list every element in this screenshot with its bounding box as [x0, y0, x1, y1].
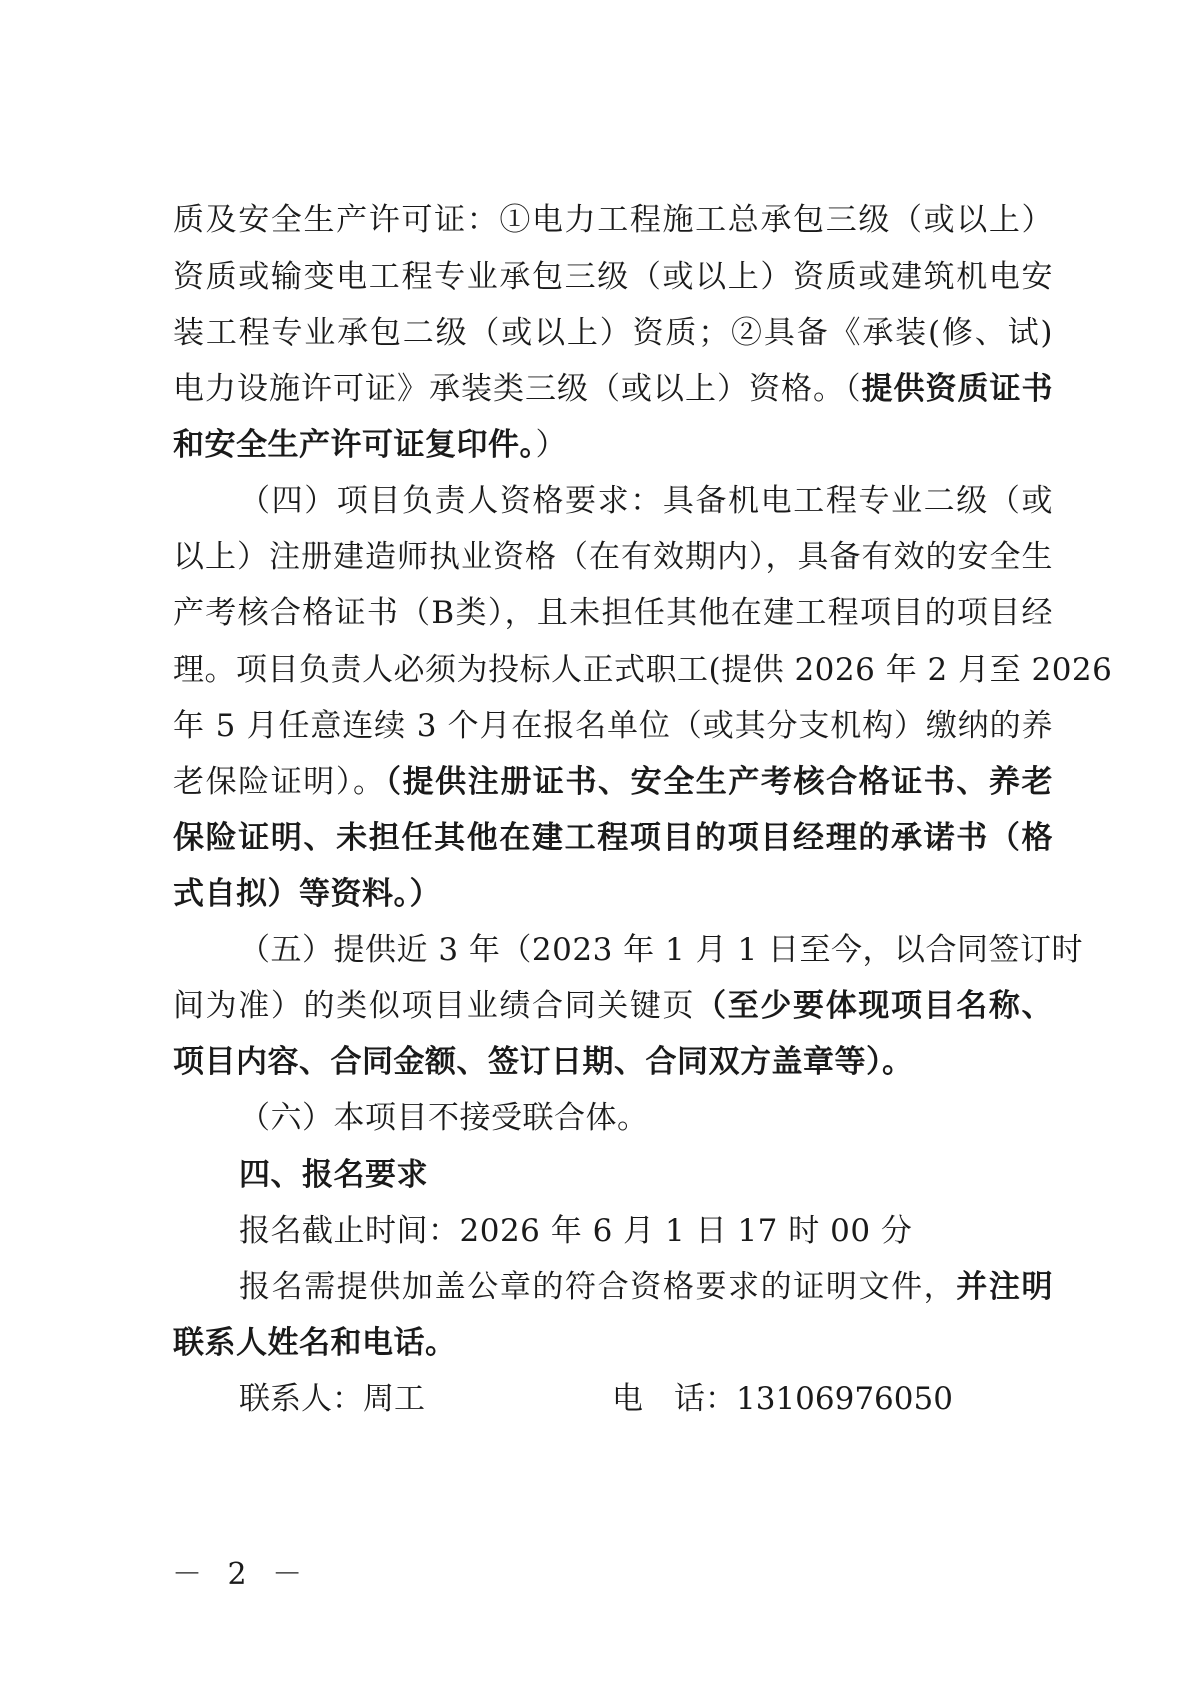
paragraph-line: 资质或输变电工程专业承包三级（或以上）资质或建筑机电安: [173, 259, 1053, 295]
paragraph-text: 电力设施许可证》承装类三级（或以上）资格。（: [173, 371, 862, 407]
paragraph-line: 联系人姓名和电话。: [173, 1325, 457, 1361]
bold-text: 提供资质证书: [861, 371, 1053, 407]
paragraph-line: 项目内容、合同金额、签订日期、合同双方盖章等）。: [173, 1044, 914, 1080]
paragraph-line: [173, 425, 1053, 465]
paragraph-line: 产考核合格证书（B类），且未担任其他在建工程项目的项目经: [173, 595, 1053, 631]
bold-text: 并注明: [956, 1269, 1054, 1305]
paragraph-line: 报名截止时间：2026 年 6 月 1 日 17 时 00 分: [239, 1213, 913, 1249]
paragraph-line: [239, 1267, 1053, 1307]
paragraph-line: [173, 762, 1053, 802]
paragraph-line: 质及安全生产许可证：①电力工程施工总承包三级（或以上）: [173, 202, 1053, 238]
paragraph-line: 以上）注册建造师执业资格（在有效期内），具备有效的安全生: [173, 539, 1053, 575]
paragraph-text: 间为准）的类似项目业绩合同关键页: [173, 988, 696, 1024]
paragraph-line: 年 5 月任意连续 3 个月在报名单位（或其分支机构）缴纳的养: [173, 708, 1053, 744]
paragraph-line: [173, 369, 1053, 409]
paragraph-text: 报名需提供加盖公章的符合资格要求的证明文件，: [239, 1269, 957, 1305]
paragraph-line: （五）提供近 3 年（2023 年 1 月 1 日至今，以合同签订时: [239, 932, 1084, 968]
paragraph-line: 装工程专业承包二级（或以上）资质；②具备《承装(修、试): [173, 315, 1053, 351]
paragraph-line: （四）项目负责人资格要求：具备机电工程专业二级（或: [239, 483, 1053, 519]
paragraph-line: （六）本项目不接受联合体。: [239, 1100, 649, 1136]
section-heading: 四、报名要求: [239, 1157, 428, 1193]
contact-phone: 电 话：13106976050: [612, 1381, 953, 1417]
paragraph-text: ）: [535, 427, 567, 463]
contact-person: 联系人：周工: [239, 1381, 425, 1417]
paragraph-line: 保险证明、未担任其他在建工程项目的项目经理的承诺书（格: [173, 820, 1053, 856]
paragraph-text: 老保险证明）。: [173, 764, 386, 800]
page-number: － 2 －: [172, 1557, 311, 1592]
bold-text: （至少要体现项目名称、: [695, 988, 1054, 1024]
paragraph-line: 式自拟）等资料。）: [173, 876, 441, 912]
bold-text: 和安全生产许可证复印件。: [173, 427, 536, 463]
paragraph-line: [173, 986, 1053, 1026]
bold-text: （提供注册证书、安全生产考核合格证书、养老: [385, 764, 1054, 800]
paragraph-line: 理。项目负责人必须为投标人正式职工(提供 2026 年 2 月至 2026: [173, 652, 1113, 688]
